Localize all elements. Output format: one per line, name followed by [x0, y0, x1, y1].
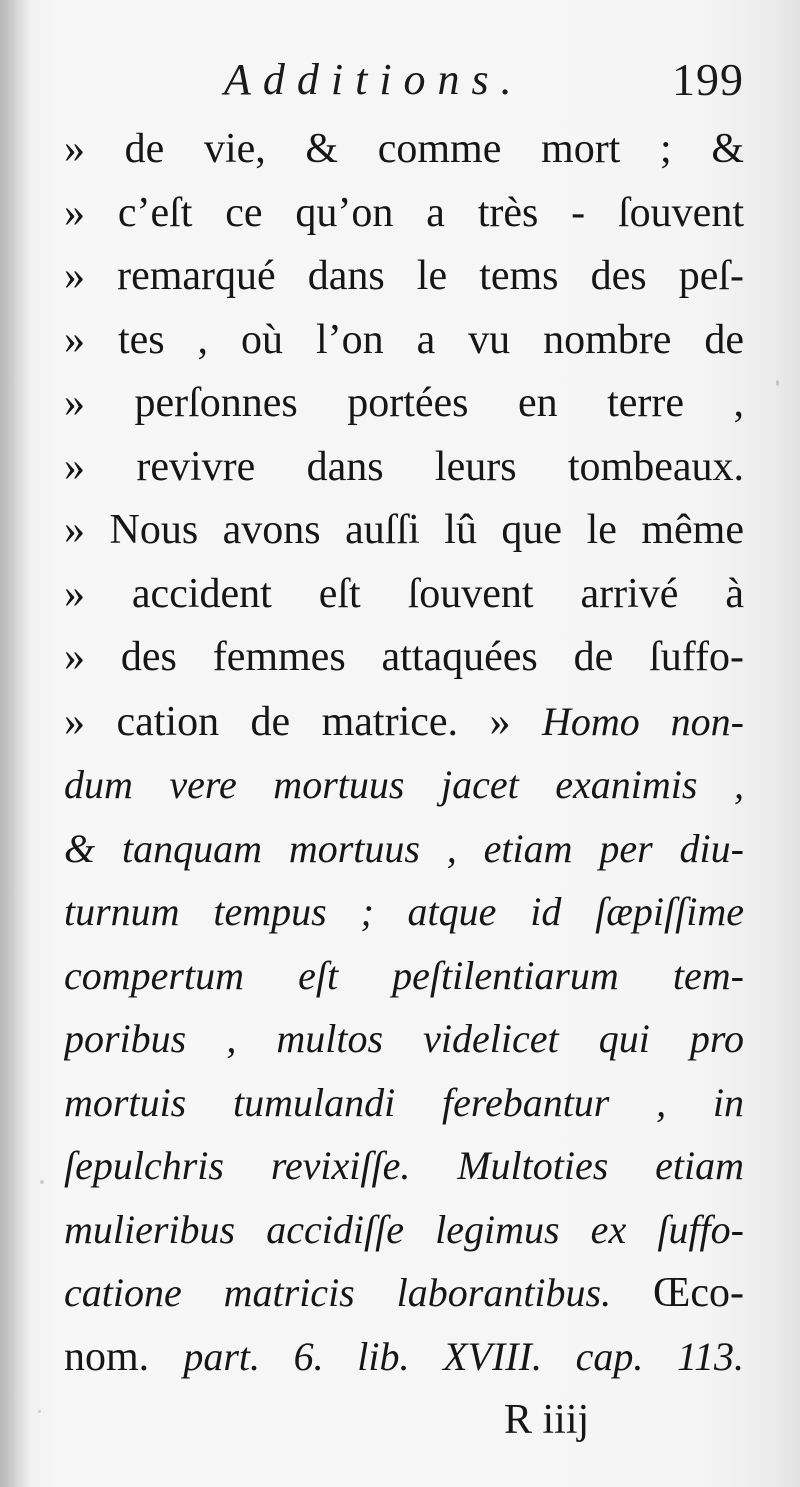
text-line: compertum eſt peſtilentiarum tem-	[64, 952, 744, 998]
text-line: » de vie, & comme mort ; &	[64, 126, 744, 172]
text-line: turnum tempus ; atque id ſæpiſſime	[64, 889, 744, 934]
text-line: » accident eſt ſouvent arrivé à	[64, 570, 744, 617]
text-line: dum vere mortuus jacet exanimis ,	[64, 762, 744, 807]
text-line: mortuis tumulandi ferebantur , in	[64, 1079, 744, 1125]
text-line: & tanquam mortuus , etiam per diu-	[64, 825, 744, 871]
gutter-shadow	[0, 0, 30, 1487]
text-line: poribus , multos videlicet qui pro	[64, 1016, 744, 1061]
signature-mark: R iiij	[504, 1397, 590, 1443]
text-line: » perſonnes portées en terre ,	[64, 380, 744, 426]
text-line: ſepulchris revixiſſe. Multoties etiam	[64, 1143, 744, 1188]
text-line: » tes , où l’on a vu nombre de	[64, 316, 744, 363]
text-line: » Nous avons auſſi lû que le même	[64, 507, 744, 553]
text-line: » des femmes attaquées de ſuffo-	[64, 634, 744, 680]
text-line: » c’eſt ce qu’on a très - ſouvent	[64, 189, 744, 236]
text-line: mulieribus accidiſſe legimus ex ſuffo-	[64, 1206, 744, 1252]
page-header	[224, 48, 744, 112]
text-line: » remarqué dans le tems des peſ-	[64, 253, 744, 299]
running-head: Additions.	[224, 55, 524, 104]
page-number: 199	[672, 54, 744, 105]
text-line: catione matricis laborantibus. Œco-	[64, 1270, 744, 1316]
text-line: » revivre dans leurs tombeaux.	[64, 443, 744, 490]
body-text	[64, 118, 744, 1388]
text-line: nom. part. 6. lib. XVIII. cap. 113.	[64, 1333, 744, 1380]
text-line: » cation de matrice. » Homo non-	[64, 698, 744, 745]
